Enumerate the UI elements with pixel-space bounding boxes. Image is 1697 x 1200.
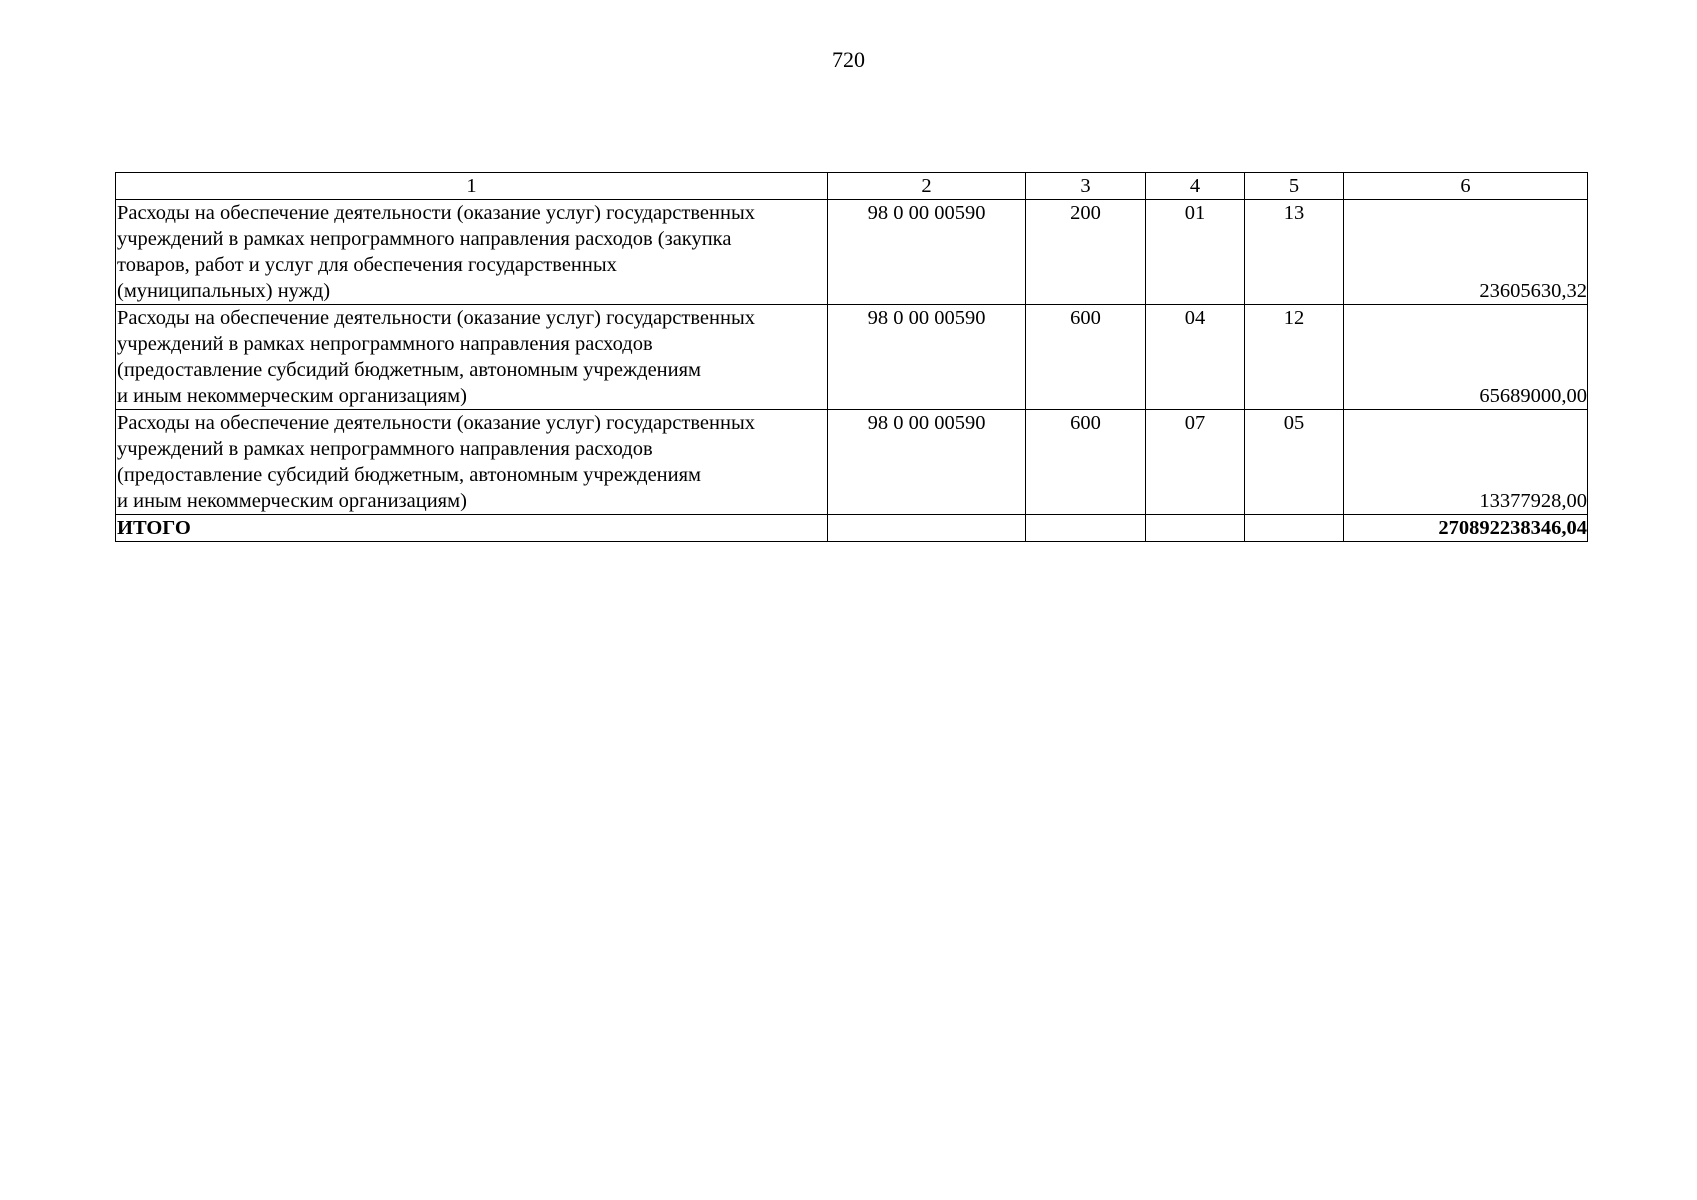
column-header-3: 3 — [1026, 173, 1146, 200]
column-header-5: 5 — [1245, 173, 1344, 200]
table-row — [116, 200, 1588, 305]
amount-cell: 65689000,00 — [1344, 305, 1588, 410]
total-empty-cell — [1245, 515, 1344, 542]
table-row — [116, 410, 1588, 515]
expense-name-line: учреждений в рамках непрограммного направления расходов (закупка — [117, 228, 732, 250]
section-cell: 01 — [1146, 200, 1245, 305]
expense-name-line: учреждений в рамках непрограммного направления расходов — [117, 438, 653, 460]
expense-type-cell: 200 — [1026, 200, 1146, 305]
expense-name-line: Расходы на обеспечение деятельности (оказание услуг) государственных — [117, 307, 755, 329]
total-label: ИТОГО — [116, 515, 828, 542]
expense-name-cell — [116, 410, 828, 515]
expense-name-line: Расходы на обеспечение деятельности (оказание услуг) государственных — [117, 412, 755, 434]
column-header-4: 4 — [1146, 173, 1245, 200]
total-empty-cell — [828, 515, 1026, 542]
expense-name-line: и иным некоммерческим организациям) — [117, 490, 467, 512]
subsection-cell: 13 — [1245, 200, 1344, 305]
expense-name-line: (муниципальных) нужд) — [117, 280, 331, 302]
target-article-cell: 98 0 00 00590 — [828, 305, 1026, 410]
target-article-cell: 98 0 00 00590 — [828, 200, 1026, 305]
expense-name-line: товаров, работ и услуг для обеспечения государственных — [117, 254, 617, 276]
column-number-row — [116, 173, 1588, 200]
subsection-cell: 05 — [1245, 410, 1344, 515]
target-article-cell: 98 0 00 00590 — [828, 410, 1026, 515]
expense-type-cell: 600 — [1026, 410, 1146, 515]
column-header-2: 2 — [828, 173, 1026, 200]
page-number: 720 — [832, 47, 865, 72]
total-empty-cell — [1026, 515, 1146, 542]
total-amount: 270892238346,04 — [1344, 515, 1588, 542]
amount-cell: 23605630,32 — [1344, 200, 1588, 305]
column-header-6: 6 — [1344, 173, 1588, 200]
total-row — [116, 515, 1588, 542]
column-header-1: 1 — [116, 173, 828, 200]
expense-name-line: Расходы на обеспечение деятельности (оказание услуг) государственных — [117, 202, 755, 224]
expense-name-cell — [116, 200, 828, 305]
total-empty-cell — [1146, 515, 1245, 542]
table-row — [116, 305, 1588, 410]
expense-name-line: (предоставление субсидий бюджетным, автономным учреждениям — [117, 464, 702, 486]
expense-type-cell: 600 — [1026, 305, 1146, 410]
amount-cell: 13377928,00 — [1344, 410, 1588, 515]
section-cell: 04 — [1146, 305, 1245, 410]
expense-name-cell — [116, 305, 828, 410]
subsection-cell: 12 — [1245, 305, 1344, 410]
expense-name-line: учреждений в рамках непрограммного направления расходов — [117, 333, 653, 355]
expense-name-line: и иным некоммерческим организациям) — [117, 385, 467, 407]
expense-name-line: (предоставление субсидий бюджетным, автономным учреждениям — [117, 359, 702, 381]
section-cell: 07 — [1146, 410, 1245, 515]
budget-table — [115, 172, 1588, 542]
